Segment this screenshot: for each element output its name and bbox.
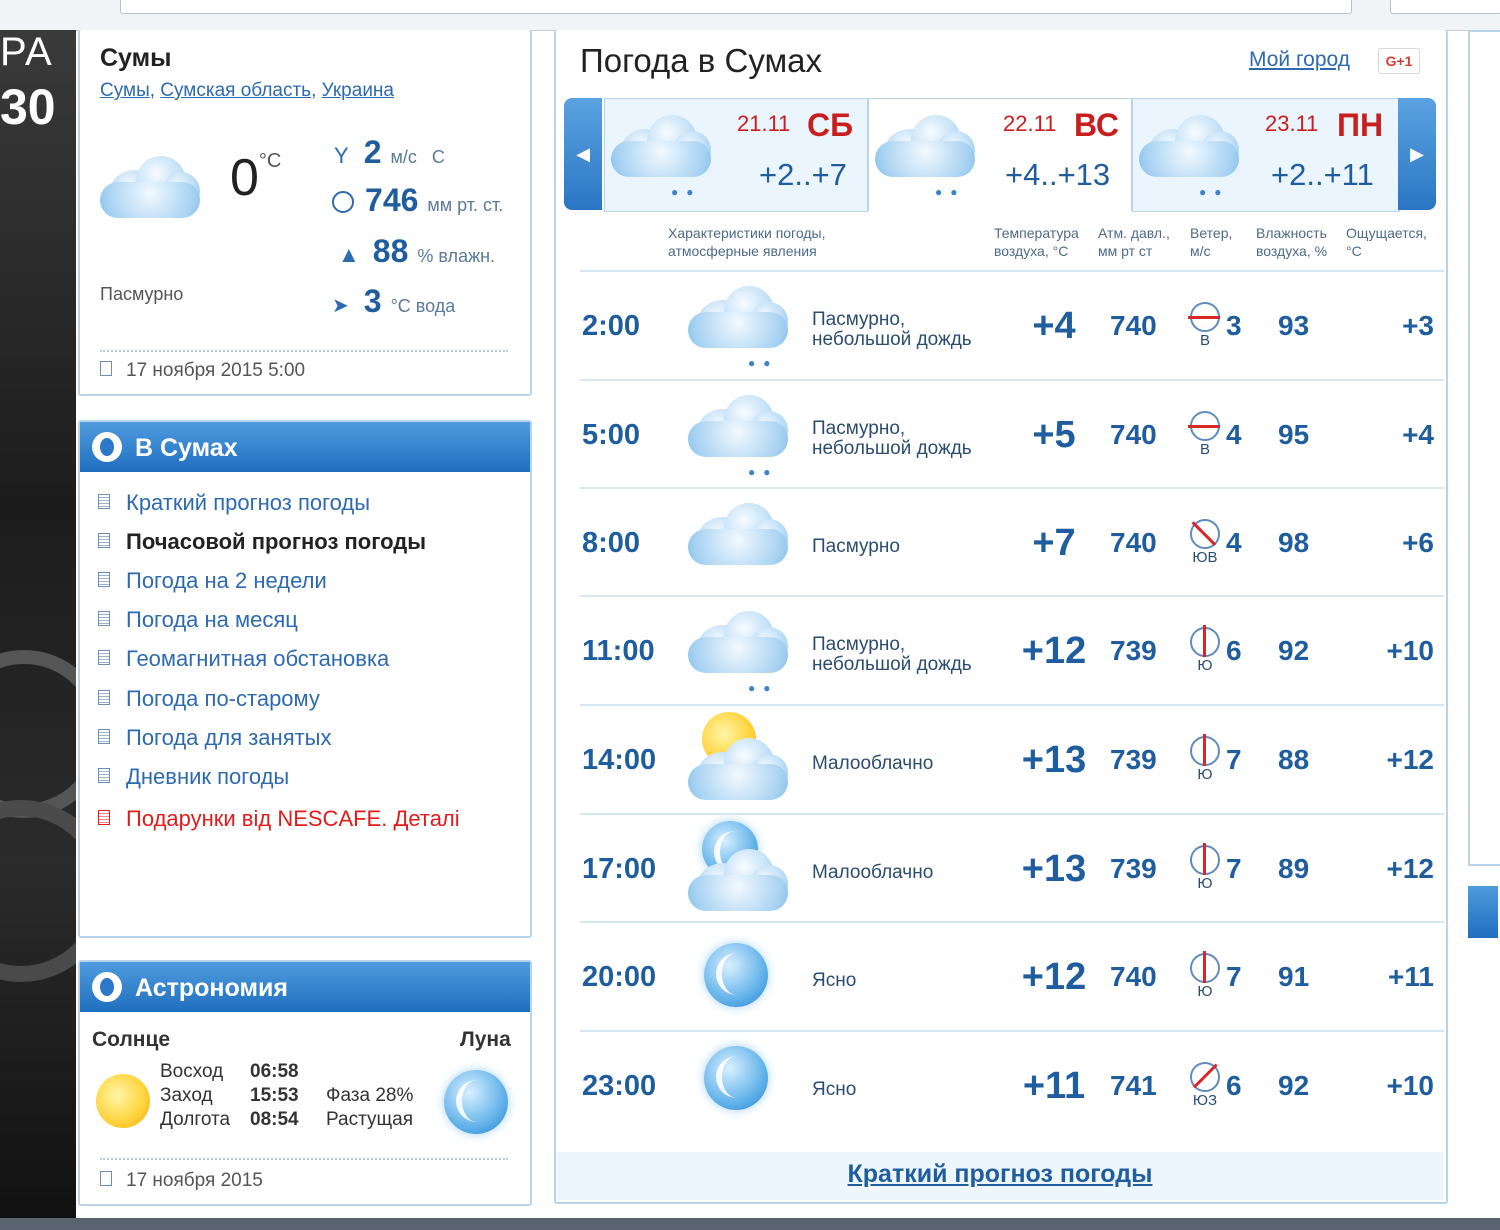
day-date: 22.11 — [1003, 111, 1057, 136]
breadcrumb-region-link[interactable]: Сумская область — [160, 80, 312, 101]
banner-number: 30 — [0, 79, 56, 135]
row-time: 11:00 — [582, 635, 655, 667]
document-icon — [98, 572, 110, 587]
humidity-unit: % влажн. — [417, 246, 496, 266]
row-humidity: 92 — [1278, 1070, 1310, 1101]
moon-icon — [704, 943, 768, 1007]
row-pressure: 740 — [1110, 419, 1157, 450]
row-time: 23:00 — [582, 1070, 657, 1102]
row-pressure: 740 — [1110, 527, 1157, 558]
updated-timestamp — [100, 360, 305, 382]
row-temperature: +7 — [1032, 522, 1076, 564]
banner-text: РА — [0, 30, 53, 74]
divider — [100, 350, 508, 352]
row-temperature: +12 — [1021, 956, 1087, 998]
row-feels-like: +11 — [1388, 961, 1434, 992]
row-wind-direction: ЮВ — [1192, 549, 1218, 566]
wind-rose-icon — [1188, 845, 1222, 892]
astronomy-header — [80, 962, 530, 1012]
pressure-readout — [332, 182, 503, 219]
row-wind-speed: 7 — [1226, 853, 1242, 884]
current-weather-panel — [78, 30, 532, 396]
astronomy-date-text: 17 ноября 2015 — [126, 1170, 263, 1191]
daylength-time: 08:54 — [250, 1109, 299, 1130]
forecast-row — [580, 921, 1444, 1031]
menu-item-month[interactable]: Погода на месяц — [98, 607, 298, 633]
moon-cloud-icon — [688, 821, 788, 911]
temperature-unit: °C — [258, 150, 282, 172]
wind-rose-icon — [1188, 302, 1222, 349]
wind-rose-icon — [1188, 411, 1222, 458]
row-time: 2:00 — [582, 310, 641, 342]
wind-rose-icon — [1188, 519, 1222, 566]
row-temperature: +12 — [1021, 630, 1087, 672]
document-icon — [100, 361, 112, 376]
day-temp-range: +2..+11 — [1271, 157, 1374, 192]
row-time: 14:00 — [582, 744, 657, 776]
forecast-row — [580, 270, 1444, 380]
astronomy-title: Астрономия — [135, 974, 288, 1002]
menu-item-two-weeks[interactable]: Погода на 2 недели — [98, 568, 327, 594]
column-header-feels-like: Ощущается, °С — [1346, 225, 1427, 259]
cloud-rain-icon: ●● — [688, 280, 788, 350]
day-tab-2[interactable] — [868, 98, 1132, 211]
document-icon — [98, 768, 110, 783]
sunset-label: Заход — [160, 1085, 213, 1106]
wind-value: 2 — [363, 134, 382, 170]
row-wind-direction: Ю — [1197, 875, 1213, 892]
current-temperature — [230, 148, 281, 208]
sun-times — [160, 1060, 299, 1132]
breadcrumb-city-link[interactable]: Сумы — [100, 80, 150, 101]
day-of-week: ВС — [1074, 107, 1119, 143]
day-temp-range: +2..+7 — [759, 157, 847, 192]
day-tab-3[interactable] — [1132, 98, 1400, 212]
forecast-row — [580, 595, 1444, 705]
day-tab-1[interactable] — [604, 98, 868, 212]
pressure-value: 746 — [365, 182, 419, 218]
row-temperature: +4 — [1032, 305, 1076, 347]
prev-day-arrow[interactable]: ◀ — [564, 98, 602, 210]
moon-label: Луна — [460, 1028, 511, 1051]
row-description: Малооблачно — [812, 753, 934, 774]
document-icon — [98, 729, 110, 744]
current-temperature-value: 0 — [230, 149, 259, 207]
sun-cloud-icon — [688, 712, 788, 802]
row-humidity: 95 — [1278, 419, 1310, 450]
taskbar — [0, 1218, 1500, 1230]
document-icon — [98, 494, 110, 509]
row-time: 17:00 — [582, 853, 657, 885]
row-humidity: 88 — [1278, 744, 1310, 775]
banner-wheel-image — [0, 650, 76, 818]
row-wind-speed: 6 — [1226, 1070, 1242, 1101]
row-wind-direction: В — [1199, 332, 1210, 349]
search-bar[interactable] — [1390, 0, 1500, 14]
wind-rose-icon — [1188, 736, 1222, 783]
menu-item-diary[interactable]: Дневник погоды — [98, 764, 289, 790]
row-time: 5:00 — [582, 419, 641, 451]
moon-phase-percent: Фаза 28% — [326, 1085, 414, 1106]
document-icon — [98, 810, 110, 825]
my-city-link[interactable]: Мой город — [1249, 48, 1351, 71]
row-feels-like: +4 — [1402, 419, 1434, 450]
sun-icon — [96, 1074, 150, 1128]
water-readout — [332, 283, 455, 320]
pressure-unit: мм рт. ст. — [427, 195, 504, 215]
right-sidebar-edge — [1468, 30, 1500, 1220]
day-date: 21.11 — [737, 111, 791, 136]
row-wind-direction: Ю — [1197, 657, 1213, 674]
site-logo-icon — [92, 972, 122, 1002]
gplus-button[interactable]: G+1 — [1378, 48, 1420, 74]
forecast-row — [580, 1030, 1444, 1140]
menu-item-promo[interactable]: Подарунки від NESCAFE. Деталі — [98, 806, 460, 832]
astronomy-date — [100, 1170, 263, 1192]
sunrise-time: 06:58 — [250, 1061, 299, 1082]
row-wind-speed: 6 — [1226, 635, 1242, 666]
menu-item-geomagnetic[interactable]: Геомагнитная обстановка — [98, 646, 389, 672]
ad-banner[interactable] — [0, 30, 76, 1220]
wind-rose-icon — [1188, 953, 1222, 1000]
row-description: Пасмурно — [812, 536, 900, 557]
cloud-icon — [688, 497, 788, 567]
row-wind-speed: 7 — [1226, 744, 1242, 775]
city-menu-title: В Сумах — [135, 434, 238, 462]
forecast-row — [580, 704, 1444, 814]
row-temperature: +13 — [1021, 739, 1087, 781]
moon-phase — [326, 1084, 413, 1132]
row-wind-speed: 3 — [1226, 310, 1242, 341]
water-value: 3 — [363, 283, 382, 319]
column-header-description: Характеристики погоды, атмосферные явления — [668, 225, 826, 259]
menu-item-old-style[interactable]: Погода по-старому — [98, 686, 320, 712]
document-icon — [98, 611, 110, 626]
row-description: Ясно — [812, 1079, 857, 1100]
banner-wheel-image — [0, 800, 76, 982]
address-bar[interactable] — [120, 0, 1352, 14]
document-icon — [98, 533, 110, 548]
row-description: Пасмурно, небольшой дождь — [812, 418, 972, 459]
city-menu-panel — [78, 420, 532, 938]
forecast-title: Погода в Сумах — [580, 42, 822, 79]
breadcrumb: Сумы, Сумская область, Украина — [100, 80, 394, 101]
current-condition: Пасмурно — [100, 284, 184, 304]
next-day-arrow[interactable]: ▶ — [1398, 98, 1436, 210]
day-of-week: ПН — [1337, 107, 1384, 143]
row-feels-like: +12 — [1386, 853, 1434, 884]
row-humidity: 91 — [1278, 961, 1310, 992]
row-description: Пасмурно, небольшой дождь — [812, 634, 972, 675]
menu-item-hourly-forecast[interactable]: Почасовой прогноз погоды — [98, 529, 426, 555]
cloud-icon — [100, 150, 200, 220]
document-icon — [100, 1171, 112, 1186]
row-description: Пасмурно, небольшой дождь — [812, 309, 972, 350]
daylength-label: Долгота — [160, 1109, 231, 1130]
cloud-rain-icon: ●● — [875, 109, 975, 179]
row-humidity: 98 — [1278, 527, 1310, 558]
row-pressure: 739 — [1110, 853, 1157, 884]
wind-rose-icon — [1188, 627, 1222, 674]
row-wind-speed: 7 — [1226, 961, 1242, 992]
row-pressure: 741 — [1110, 1070, 1157, 1101]
row-time: 20:00 — [582, 961, 657, 993]
row-wind-direction: Ю — [1197, 766, 1213, 783]
humidity-readout — [338, 233, 495, 270]
column-header-temperature: Температура воздуха, °С — [994, 225, 1079, 259]
city-title: Сумы — [100, 44, 172, 72]
forecast-row — [580, 379, 1444, 489]
row-pressure: 740 — [1110, 310, 1157, 341]
row-humidity: 89 — [1278, 853, 1310, 884]
wind-icon: Y — [334, 143, 349, 168]
gauge-icon — [332, 191, 354, 213]
wind-unit: м/с — [390, 147, 417, 167]
row-temperature: +11 — [1022, 1065, 1086, 1107]
row-temperature: +13 — [1021, 848, 1087, 890]
row-pressure: 739 — [1110, 744, 1157, 775]
breadcrumb-country-link[interactable]: Украина — [321, 80, 394, 101]
cloud-rain-icon: ●● — [611, 109, 711, 179]
astronomy-panel — [78, 960, 532, 1206]
row-wind-direction: В — [1199, 441, 1210, 458]
browser-toolbar — [0, 0, 1500, 31]
row-pressure: 740 — [1110, 961, 1157, 992]
sunset-time: 15:53 — [250, 1085, 299, 1106]
drop-icon: ▲ — [338, 242, 360, 267]
menu-item-busy[interactable]: Погода для занятых — [98, 725, 332, 751]
row-feels-like: +3 — [1402, 310, 1434, 341]
column-header-wind: Ветер, м/с — [1190, 225, 1233, 259]
wind-rose-icon — [1188, 1062, 1222, 1109]
sunrise-label: Восход — [160, 1061, 224, 1082]
short-forecast-link[interactable]: Краткий прогноз погоды — [847, 1160, 1153, 1188]
city-menu-header — [80, 422, 530, 472]
row-pressure: 739 — [1110, 635, 1157, 666]
row-time: 8:00 — [582, 527, 641, 559]
column-header-pressure: Атм. давл., мм рт ст — [1098, 225, 1170, 259]
day-date: 23.11 — [1265, 111, 1319, 136]
forecast-row — [580, 487, 1444, 597]
cloud-rain-icon: ●● — [688, 605, 788, 675]
row-wind-speed: 4 — [1226, 419, 1242, 450]
divider — [100, 1158, 508, 1160]
row-description: Ясно — [812, 970, 857, 991]
row-feels-like: +6 — [1402, 527, 1434, 558]
row-wind-speed: 4 — [1226, 527, 1242, 558]
menu-item-short-forecast[interactable]: Краткий прогноз погоды — [98, 490, 370, 516]
row-humidity: 93 — [1278, 310, 1310, 341]
document-icon — [98, 690, 110, 705]
row-wind-direction: Ю — [1197, 983, 1213, 1000]
sun-label: Солнце — [92, 1028, 171, 1051]
row-wind-direction: ЮЗ — [1192, 1092, 1218, 1109]
document-icon — [98, 650, 110, 665]
column-header-humidity: Влажность воздуха, % — [1256, 225, 1328, 259]
moon-phase-state: Растущая — [326, 1109, 414, 1130]
site-logo-icon — [92, 432, 122, 462]
row-temperature: +5 — [1032, 414, 1076, 456]
moon-icon — [444, 1070, 508, 1134]
forecast-row — [580, 813, 1444, 923]
day-of-week: СБ — [807, 107, 854, 143]
row-feels-like: +12 — [1386, 744, 1434, 775]
wind-readout — [334, 134, 445, 171]
cloud-rain-icon: ●● — [1139, 109, 1239, 179]
fish-icon: ➤ — [332, 295, 349, 317]
row-humidity: 92 — [1278, 635, 1310, 666]
day-temp-range: +4..+13 — [1005, 157, 1111, 192]
row-feels-like: +10 — [1386, 1070, 1434, 1101]
row-description: Малооблачно — [812, 862, 934, 883]
moon-icon — [704, 1046, 768, 1110]
humidity-value: 88 — [372, 233, 409, 269]
cloud-rain-icon: ●● — [688, 389, 788, 459]
water-unit: °С вода — [390, 296, 456, 316]
wind-direction: С — [431, 147, 445, 167]
row-feels-like: +10 — [1386, 635, 1434, 666]
updated-text: 17 ноября 2015 5:00 — [126, 360, 306, 381]
